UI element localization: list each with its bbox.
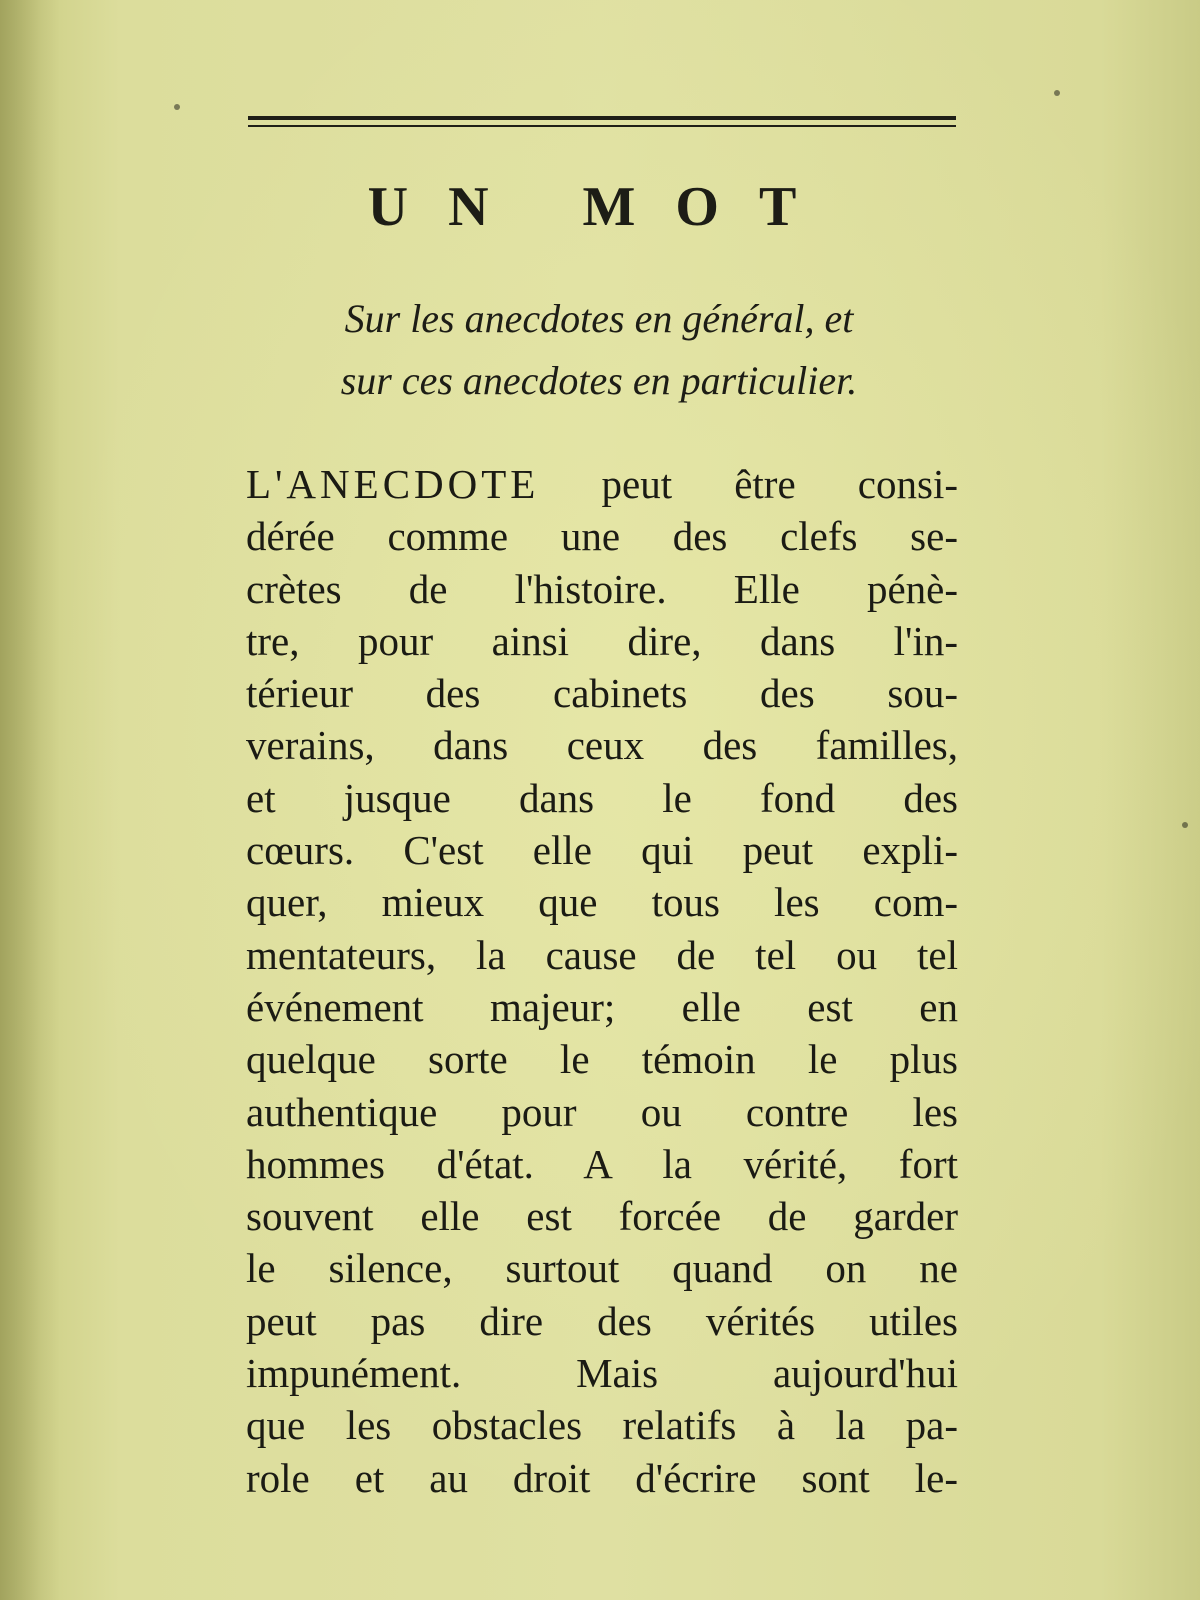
subtitle-line: sur ces anecdotes en particulier. bbox=[340, 358, 858, 403]
first-line-rest: peut être consi- bbox=[539, 461, 958, 507]
subtitle bbox=[240, 288, 958, 412]
body-line: role et au droit d'écrire sont le- bbox=[246, 1454, 958, 1501]
body-line: quelque sorte le témoin le plus bbox=[246, 1036, 958, 1083]
body-line: quer, mieux que tous les com- bbox=[246, 879, 958, 926]
body-line: verains, dans ceux des familles, bbox=[246, 722, 958, 769]
body-line: tre, pour ainsi dire, dans l'in- bbox=[246, 617, 958, 664]
body-line bbox=[246, 458, 958, 510]
lead-word: L'ANECDOTE bbox=[246, 461, 540, 507]
body-line: mentateurs, la cause de tel ou tel bbox=[246, 931, 958, 978]
gutter-shadow bbox=[0, 0, 60, 1600]
body-line: souvent elle est forcée de garder bbox=[246, 1193, 958, 1240]
paper-speck bbox=[1182, 822, 1188, 828]
body-line: impunément. Mais aujourd'hui bbox=[246, 1350, 958, 1397]
body-paragraph bbox=[246, 458, 958, 1504]
paper-speck bbox=[1054, 90, 1060, 96]
body-line: crètes de l'histoire. Elle pénè- bbox=[246, 565, 958, 612]
body-line: le silence, surtout quand on ne bbox=[246, 1245, 958, 1292]
body-line: dérée comme une des clefs se- bbox=[246, 513, 958, 560]
page-title: UN MOT bbox=[367, 176, 837, 238]
body-line: événement majeur; elle est en bbox=[246, 983, 958, 1030]
double-rule-divider bbox=[248, 116, 956, 127]
subtitle-line: Sur les anecdotes en général, et bbox=[344, 296, 854, 341]
body-line: térieur des cabinets des sou- bbox=[246, 670, 958, 717]
body-line: authentique pour ou contre les bbox=[246, 1088, 958, 1135]
paper-speck bbox=[174, 104, 180, 110]
body-line: hommes d'état. A la vérité, fort bbox=[246, 1140, 958, 1187]
body-line: que les obstacles relatifs à la pa- bbox=[246, 1402, 958, 1449]
body-line: peut pas dire des vérités utiles bbox=[246, 1297, 958, 1344]
body-line: cœurs. C'est elle qui peut expli- bbox=[246, 827, 958, 874]
body-line: et jusque dans le fond des bbox=[246, 774, 958, 821]
